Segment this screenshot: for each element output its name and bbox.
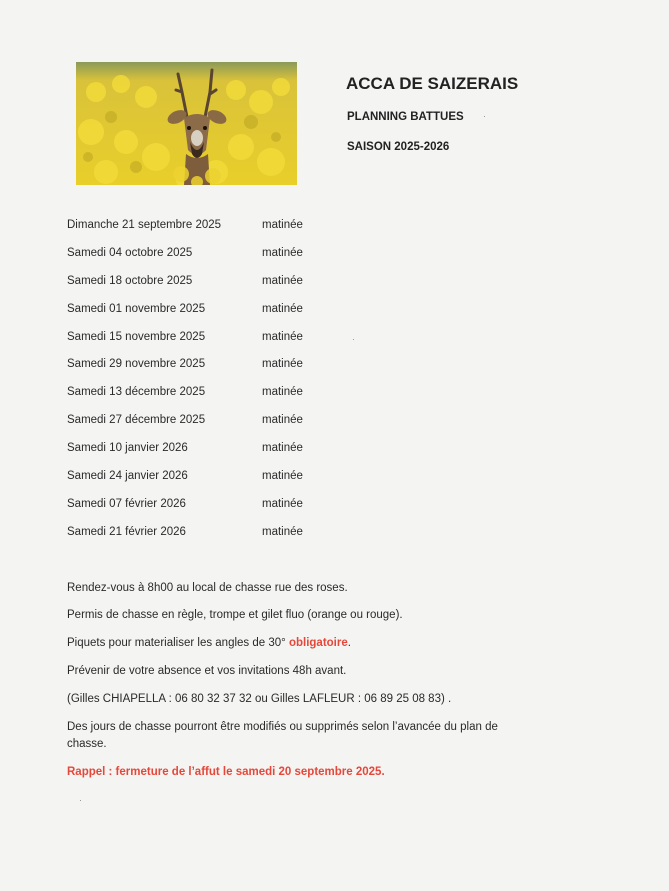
hunt-period: matinée	[262, 525, 303, 538]
hunt-period: matinée	[262, 442, 303, 455]
mandatory-label: obligatoire	[288, 637, 348, 649]
hunt-date: Samedi 15 novembre 2025	[67, 330, 206, 343]
schedule-row	[67, 219, 367, 247]
hunt-date: Samedi 24 janvier 2026	[67, 470, 188, 483]
hunt-date: Samedi 27 décembre 2025	[67, 414, 206, 427]
hunt-period: matinée	[262, 302, 303, 315]
hunt-period: matinée	[262, 274, 303, 287]
hunt-period: matinée	[262, 246, 303, 259]
hunt-date: Samedi 07 février 2026	[67, 497, 186, 510]
schedule-row	[67, 331, 367, 359]
absence-info: Prévenir de votre absence et vos invitations 48h avant.	[67, 665, 347, 677]
hunt-period: matinée	[262, 386, 303, 399]
roe-deer-photo	[76, 62, 297, 185]
hunt-date: Samedi 18 octobre 2025	[67, 274, 193, 287]
hunt-date: Samedi 01 novembre 2025	[67, 302, 206, 315]
schedule-row	[67, 498, 367, 526]
hunt-period: matinée	[262, 219, 303, 231]
hunt-date: Samedi 04 octobre 2025	[67, 246, 193, 259]
reminder: Rappel : fermeture de l’affut le samedi 20 septembre 2025.	[67, 766, 385, 778]
hunt-period: matinée	[262, 358, 303, 371]
modification-info: Des jours de chasse pourront être modifiés ou supprimés selon l’avancée du plan de chasse.	[67, 721, 498, 750]
hunt-date: Dimanche 21 septembre 2025	[67, 219, 222, 231]
season-label: SAISON 2025-2026	[347, 141, 450, 153]
hunt-date: Samedi 13 décembre 2025	[67, 386, 206, 399]
hunt-date: Samedi 21 février 2026	[67, 525, 186, 538]
stakes-text: Piquets pour materialiser les angles de 30°	[67, 637, 289, 649]
stakes-end: .	[347, 637, 351, 649]
scan-speck	[80, 800, 81, 801]
hunt-period: matinée	[262, 470, 303, 483]
scan-speck	[353, 339, 354, 340]
schedule-row	[67, 303, 367, 331]
page-title: ACCA DE SAIZERAIS	[346, 74, 519, 93]
schedule-row	[67, 470, 367, 498]
permit-info: Permis de chasse en règle, trompe et gilet fluo (orange ou rouge).	[67, 609, 403, 621]
page-subtitle: PLANNING BATTUES	[347, 111, 464, 123]
schedule-row	[67, 414, 367, 442]
schedule-row	[67, 358, 367, 386]
schedule-row	[67, 526, 367, 554]
hunt-date: Samedi 29 novembre 2025	[67, 358, 206, 371]
hunt-date: Samedi 10 janvier 2026	[67, 442, 188, 455]
scan-speck	[484, 116, 485, 117]
hunt-period: matinée	[262, 330, 303, 343]
schedule-row	[67, 442, 367, 470]
roe-deer-icon	[76, 62, 297, 185]
meeting-info: Rendez-vous à 8h00 au local de chasse rue des roses.	[67, 582, 348, 594]
hunt-period: matinée	[262, 497, 303, 510]
contacts-info: (Gilles CHIAPELLA : 06 80 32 37 32 ou Gilles LAFLEUR : 06 89 25 08 83) .	[67, 693, 452, 705]
schedule-row	[67, 247, 367, 275]
hunt-period: matinée	[262, 414, 303, 427]
schedule-row	[67, 275, 367, 303]
schedule-row	[67, 386, 367, 414]
hunt-schedule	[67, 219, 367, 554]
stakes-info	[67, 635, 537, 652]
